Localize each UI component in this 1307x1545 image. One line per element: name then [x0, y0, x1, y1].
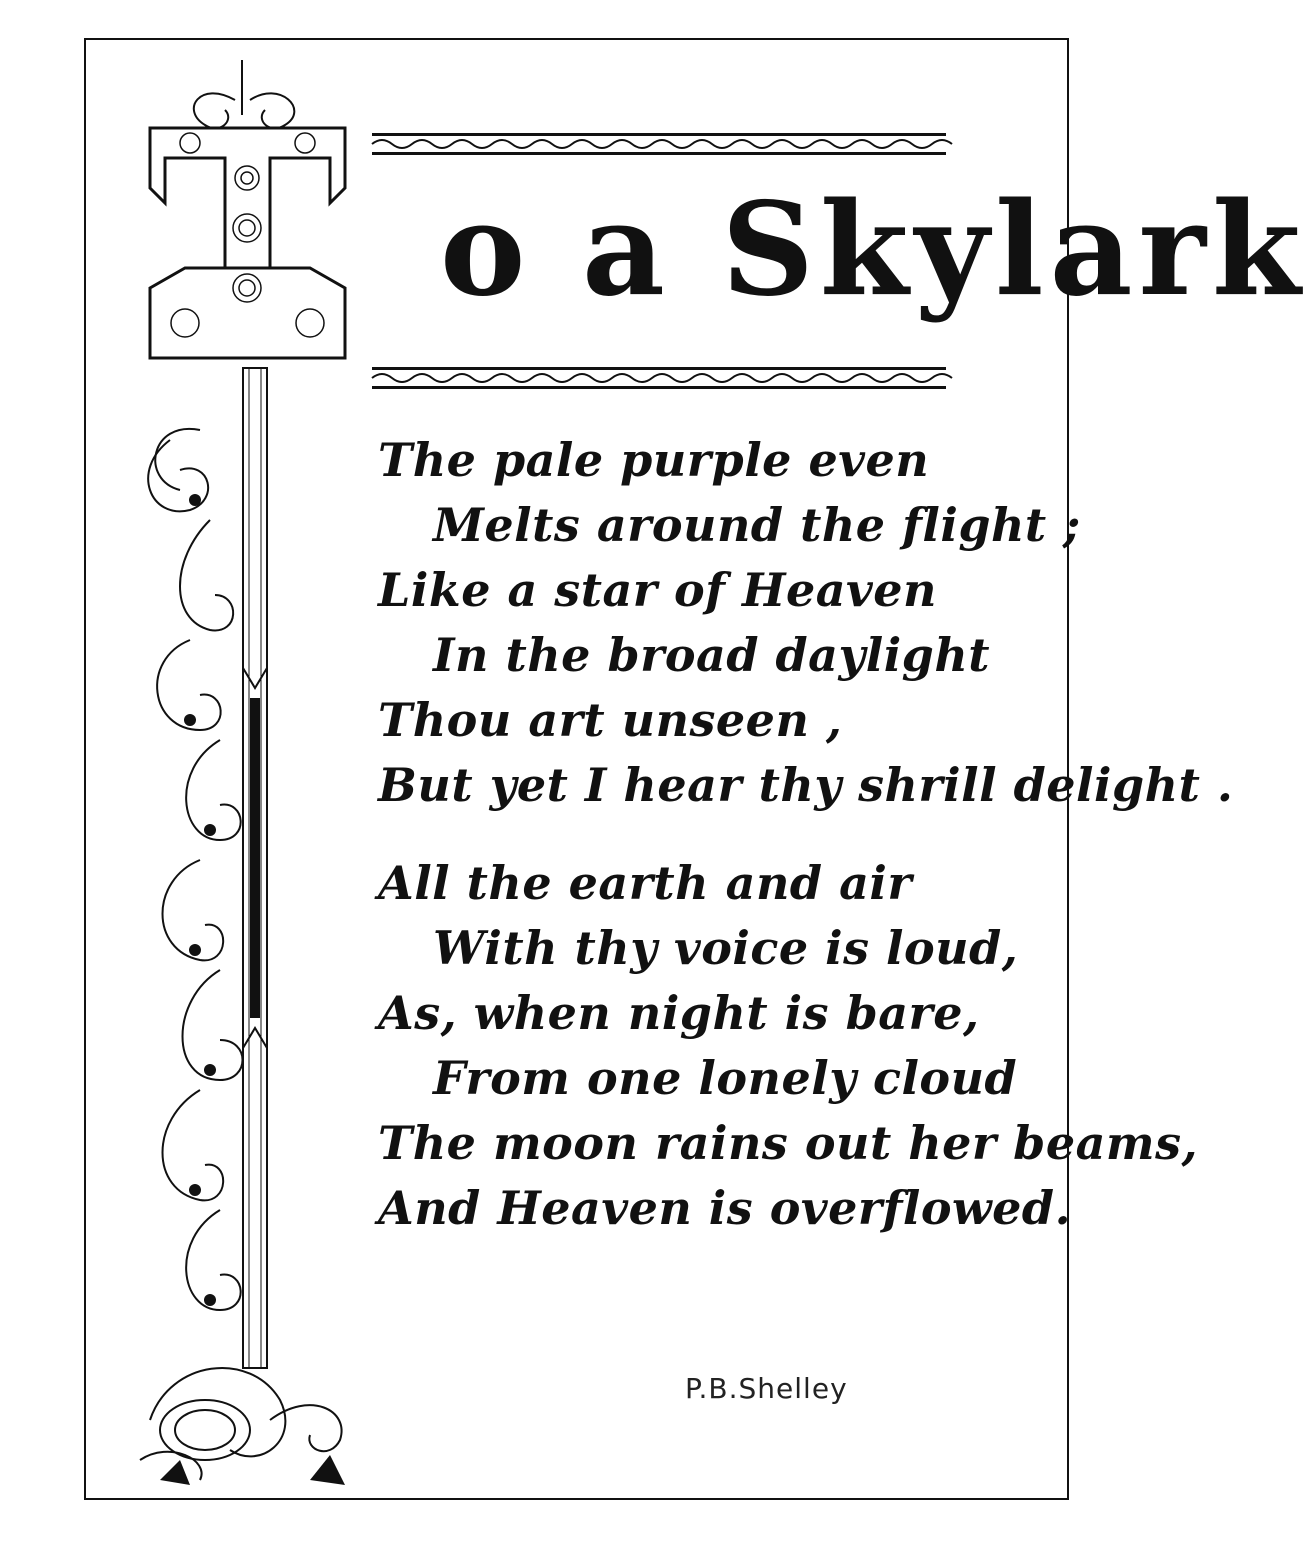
stanza — [378, 428, 1234, 818]
poem-line: All the earth and air — [378, 856, 913, 910]
poem-line: Like a star of Heaven — [378, 563, 937, 617]
title-initial-letter — [160, 130, 161, 131]
poem-line: In the broad daylight — [433, 628, 991, 682]
poem-body — [378, 428, 1234, 1241]
poem-line: Melts around the flight ; — [433, 498, 1081, 552]
stanza — [378, 851, 1198, 1241]
poem-line: As, when night is bare, — [378, 986, 980, 1040]
illuminated-initial — [145, 118, 350, 368]
poem-line: But yet I hear thy shrill delight . — [378, 758, 1234, 812]
author-signature: P.B.Shelley — [685, 1372, 848, 1405]
title-border-top — [372, 133, 946, 155]
poem-line: With thy voice is loud, — [433, 921, 1019, 975]
poem-line: Thou art unseen , — [378, 693, 843, 747]
initial-shaft — [235, 368, 275, 1368]
poem-title: o a Skylark — [440, 175, 1307, 325]
svg-text:T: T — [243, 310, 251, 321]
poem-line: And Heaven is overflowed. — [378, 1181, 1072, 1235]
poem-line: From one lonely cloud — [433, 1051, 1018, 1105]
title-border-bottom — [372, 367, 946, 389]
poem-line: The moon rains out her beams, — [378, 1116, 1198, 1170]
poem-line: The pale purple even — [378, 433, 930, 487]
